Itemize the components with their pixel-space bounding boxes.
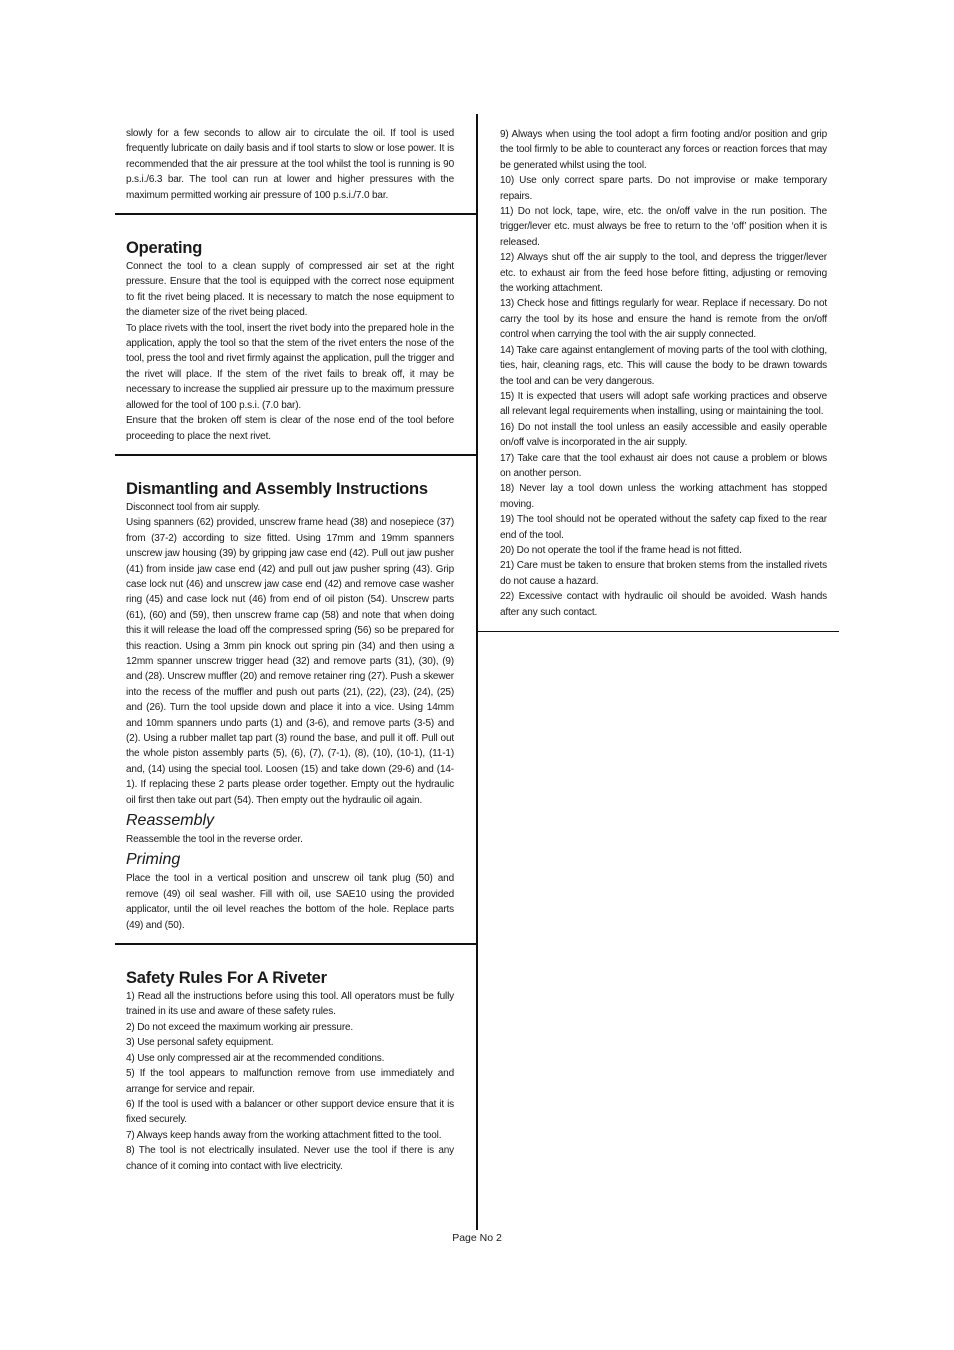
safety-heading: Safety Rules For A Riveter [126,969,327,988]
safety-rule: 2) Do not exceed the maximum working air pressure. [126,1021,354,1033]
priming-paragraph: Place the tool in a vertical position and unscrew oil tank plug (50) and remove (49) oil seal washer. Fill with oil, use SAE10 using the provided applicator, until the oil level reaches the bottom of the hole. Replace parts (49) and (50). [126,873,454,931]
safety-rule: 21) Care must be taken to ensure that broken stems from the installed rivets do not cause a hazard. [500,560,827,587]
safety-rule: 9) Always when using the tool adopt a firm footing and/or position and grip the tool firmly to be able to counteract any forces or reaction forces that may be generated whilst using the tool. [500,129,827,171]
page-number: Page No 2 [452,1232,502,1244]
safety-rule: 1) Read all the instructions before using this tool. All operators must be fully trained in its use and aware of these safety rules. [126,991,454,1018]
safety-rule: 3) Use personal safety equipment. [126,1037,274,1049]
reassembly-paragraph: Reassemble the tool in the reverse order. [126,834,303,846]
dismantling-heading: Dismantling and Assembly Instructions [126,479,428,498]
operating-paragraph-1: Connect the tool to a clean supply of compressed air set at the right pressure. Ensure that the tool is equipped with the correct nose equipment to fit the rivet being placed. It is necessary to match the nose equipment to the diameter size of the rivet being placed. [126,261,454,319]
operating-heading: Operating [126,239,203,258]
safety-rule: 17) Take care that the tool exhaust air does not cause a problem or blows on another person. [500,452,827,479]
safety-rules-continued [478,112,839,632]
operating-paragraph-3: Ensure that the broken off stem is clear of the nose end of the tool before proceeding to place the next rivet. [126,415,454,442]
safety-rule: 11) Do not lock, tape, wire, etc. the on/off valve in the run position. The trigger/lever etc. must always be free to return to the ‘off’ position when it is released. [500,206,827,248]
safety-rule: 8) The tool is not electrically insulated. Never use the tool if there is any chance of it coming into contact with live electricity. [126,1145,454,1172]
safety-rule: 4) Use only compressed air at the recommended conditions. [126,1052,385,1064]
safety-rule: 5) If the tool appears to malfunction remove from use immediately and arrange for service and repair. [126,1068,454,1095]
safety-rule: 13) Check hose and fittings regularly for wear. Replace if necessary. Do not carry the tool by its hose and ensure the hand is remote from the on/off control when carrying the tool with the air supply connected. [500,298,827,341]
safety-section [115,943,476,1184]
safety-rule: 16) Do not install the tool unless an easily accessible and easily operable on/off valve is incorporated in the air supply. [500,421,827,449]
priming-heading: Priming [126,851,181,869]
safety-rule: 15) It is expected that users will adopt safe working practices and observe all relevant legal requirements when installing, using or maintaining the tool. [500,390,827,418]
safety-rule: 14) Take care against entanglement of moving parts of the tool with clothing, ties, hair, cleaning rags, etc. This will cause the body to be drawn towards the tool and can be very dangerous. [500,344,827,387]
dismantling-section [115,454,476,943]
intro-section [115,112,476,213]
intro-paragraph: slowly for a few seconds to allow air to circulate the oil. If tool is used frequently lubricate on daily basis and if tool starts to slow or lose power. It is recommended that the air pressure at the tool whilst the tool is running is 90 p.s.i./6.3 bar. The tool can run at lower and higher pressures with the maximum permitted working air pressure of 100 p.s.i./7.0 bar. [126,128,454,201]
safety-rule: 19) The tool should not be operated without the safety cap fixed to the rear end of the tool. [500,514,827,541]
right-column [478,112,839,632]
safety-rule: 10) Use only correct spare parts. Do not improvise or make temporary repairs. [500,175,827,202]
left-column [115,112,476,1184]
safety-rule: 7) Always keep hands away from the working attachment fitted to the tool. [126,1129,442,1141]
reassembly-heading: Reassembly [126,812,215,830]
safety-rule: 6) If the tool is used with a balancer or other support device ensure that it is fixed securely. [126,1098,454,1126]
dismantling-paragraph-1: Disconnect tool from air supply. [126,501,260,513]
operating-section [115,213,476,454]
safety-rule: 20) Do not operate the tool if the frame head is not fitted. [500,544,742,556]
safety-rule: 18) Never lay a tool down unless the working attachment has stopped moving. [500,483,827,510]
operating-paragraph-2: To place rivets with the tool, insert the rivet body into the prepared hole in the application, apply the tool so that the stem of the rivet enters the nose of the tool, press the tool and rivet firmly against the application, pull the trigger and the rivet will place. If the stem of the rivet fails to break off, it may be necessary to increase the supplied air pressure up to the maximum pressure allowed for the tool of 100 p.s.i. (7.0 bar). [126,322,454,411]
safety-rule: 22) Excessive contact with hydraulic oil should be avoided. Wash hands after any such contact. [500,591,827,618]
safety-rule: 12) Always shut off the air supply to the tool, and depress the trigger/lever etc. to exhaust air from the feed hose before fitting, adjusting or removing the working attachment. [500,252,827,295]
dismantling-paragraph-2: Using spanners (62) provided, unscrew frame head (38) and nosepiece (37) from (37-2) according to size fitted. Using 17mm and 19mm spanners unscrew jaw housing (39) by gripping jaw case end (42). Pull out jaw pusher (41) from inside jaw case end (42) and pull out jaw pusher spring (43). Grip case lock nut (46) and unscrew jaw case end (42) and remove case washer ring (45) and case lock nut (46) from end of oil piston (54). Unscrew parts (61), (60) and (59), then unscrew frame cap (58) and note that when doing this it will release the load off the compressed spring (56) so be prepared for this reaction. Using a 3mm pin knock out spring pin (34) and then using a 12mm spanner unscrew trigger head (32) and remove parts (31), (30), (9) and (28). Unscrew muffler (20) and remove retainer ring (27). Push a skewer into the recess of the muffler and push out parts (21), (22), (23), (24), (25) and (26). Turn the tool upside down and place it into a vice. Using 14mm and 10mm spanners undo parts (1) and (3-6), and remove parts (3-5) and (2). Using a rubber mallet tap part (3) round the base, and pull it off. Pull out the whole piston assembly parts (5), (6), (7), (7-1), (8), (10), (10-1), (11-1) and, (14) using the special tool. Loosen (15) and take down (29-6) and (14-1). If replacing these 2 parts please order together. Empty out the hydraulic oil first then take out part (54). Then empty out the hydraulic oil again. [126,517,454,806]
